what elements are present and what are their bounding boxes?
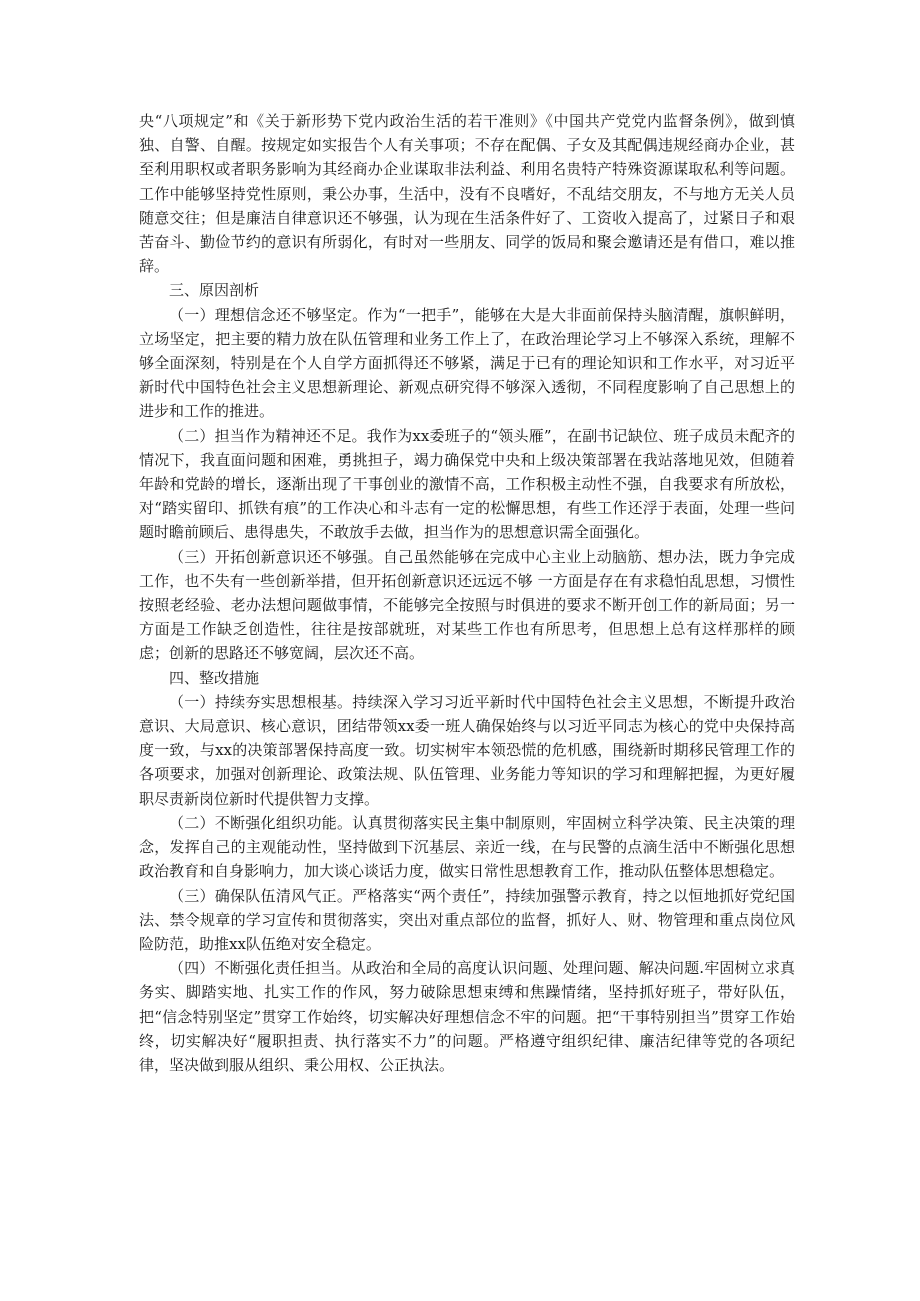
paragraph-measure-1: （一）持续夯实思想根基。持续深入学习习近平新时代中国特色社会主义思想，不断提升政治意识、大局意识、核心意识，团结带领xx委一班人确保始终与以习近平同志为核心的党中央保持高度一致，与xx的决策部署保持高度一致。切实树牢本领恐慌的危机感，围绕新时期移民管理工作的各项要求，加强对创新理论、政策法规、队伍管理、业务能力等知识的学习和理解把握，为更好履职尽责新岗位新时代提供智力支撑。 (139, 692, 795, 808)
paragraph-cause-1: （一）理想信念还不够坚定。作为“一把手”，能够在大是大非面前保持头脑清醒，旗帜鲜明，立场坚定，把主要的精力放在队伍管理和业务工作上了，在政治理论学习上不够深入系统，理解不够全面深刻，特别是在个人自学方面抓得还不够紧，满足于已有的理论知识和工作水平，对习近平新时代中国特色社会主义思想新理论、新观点研究得不够深入透彻，不同程度影响了自己思想上的进步和工作的推进。 (139, 305, 795, 421)
document-body (139, 109, 795, 1077)
paragraph-measure-3: （三）确保队伍清风气正。严格落实“两个责任”，持续加强警示教育，持之以恒地抓好党纪国法、禁令规章的学习宣传和贯彻落实，突出对重点部位的监督，抓好人、财、物管理和重点岗位风险防范，助推xx队伍绝对安全稳定。 (139, 886, 795, 953)
section-heading-cause-analysis: 三、原因剖析 (169, 281, 260, 300)
paragraph-measure-4: （四）不断强化责任担当。从政治和全局的高度认识问题、处理问题、解决问题.牢固树立求真务实、脚踏实地、扎实工作的作风，努力破除思想束缚和焦躁情绪，坚持抓好班子，带好队伍，把“信念特别坚定”贯穿工作始终，切实解决好理想信念不牢的问题。把“干事特别担当”贯穿工作始终，切实解决好“履职担责、执行落实不力”的问题。严格遵守组织纪律、廉洁纪律等党的各项纪律，坚决做到服从组织、秉公用权、公正执法。 (139, 959, 795, 1074)
paragraph-cause-2: （二）担当作为精神还不足。我作为xx委班子的“领头雁”，在副书记缺位、班子成员未配齐的情况下，我直面问题和困难，勇挑担子，竭力确保党中央和上级决策部署在我站落地见效，但随着年龄和党龄的增长，逐渐出现了干事创业的激情不高，工作积极主动性不强，自我要求有所放松，对“踏实留印、抓铁有痕”的工作决心和斗志有一定的松懈思想，有些工作还浮于表面，处理一些问题时瞻前顾后、患得患失，不敢放手去做，担当作为的思想意识需全面强化。 (139, 426, 795, 542)
paragraph-cause-3: （三）开拓创新意识还不够强。自己虽然能够在完成中心主业上动脑筋、想办法，既力争完成工作，也不失有一些创新举措，但开拓创新意识还远远不够 一方面是存在有求稳怕乱思想，习惯性按照老经验、老办法想问题做事情，不能够完全按照与时俱进的要求不断开创工作的新局面；另一方面是工作缺乏创造性，往往是按部就班，对某些工作也有所思考，但思想上总有这样那样的顾虑；创新的思路还不够宽阔，层次还不高。 (139, 547, 795, 663)
paragraph-measure-2: （二）不断强化组织功能。认真贯彻落实民主集中制原则，牢固树立科学决策、民主决策的理念，发挥自己的主观能动性，坚持做到下沉基层、亲近一线，在与民警的点滴生活中不断强化思想政治教育和自身影响力，加大谈心谈话力度，做实日常性思想教育工作，推动队伍整体思想稳定。 (139, 813, 795, 881)
paragraph-continuation: 央“八项规定”和《关于新形势下党内政治生活的若干准则》《中国共产党党内监督条例》，做到慎独、自警、自醒。按规定如实报告个人有关事项；不存在配偶、子女及其配偶违规经商办企业，甚至利用职权或者职务影响为其经商办企业谋取非法利益、利用名贵特产特殊资源谋取私利等问题。工作中能够坚持党性原则，秉公办事，生活中，没有不良嗜好，不乱结交朋友，不与地方无关人员随意交往；但是廉洁自律意识还不够强，认为现在生活条件好了、工资收入提高了，过紧日子和艰苦奋斗、勤俭节约的意识有所弱化，有时对一些朋友、同学的饭局和聚会邀请还是有借口，难以推辞。 (139, 112, 795, 276)
section-heading-rectification: 四、整改措施 (169, 668, 260, 687)
